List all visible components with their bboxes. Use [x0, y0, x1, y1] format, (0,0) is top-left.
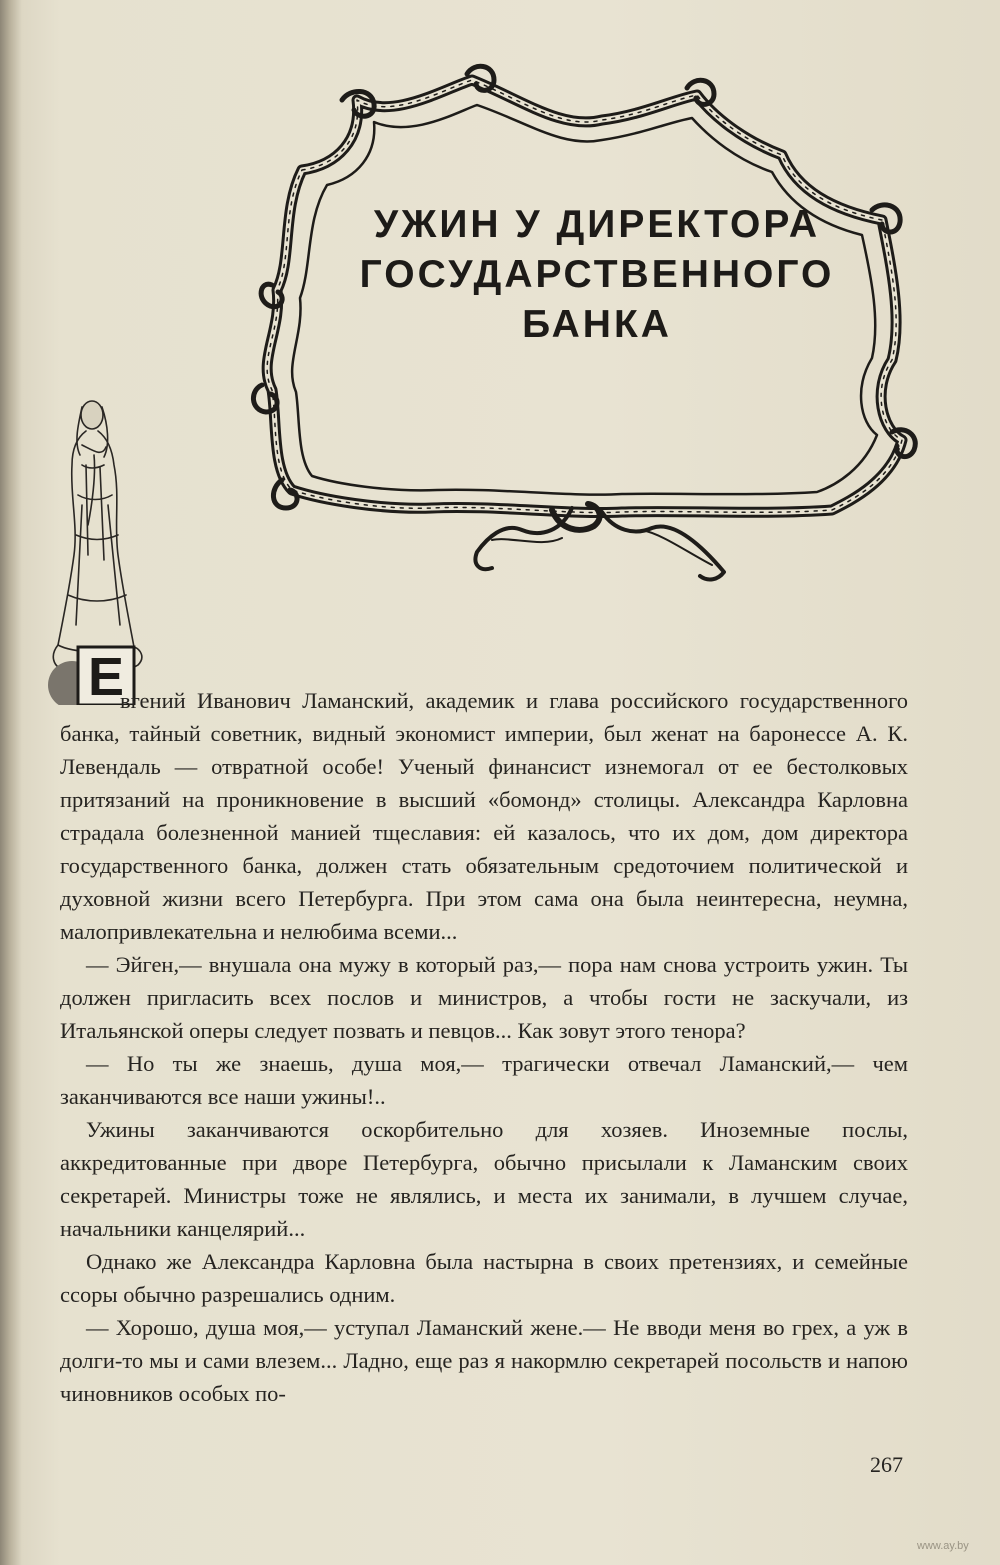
chapter-title-line: БАНКА	[522, 303, 672, 346]
page-number: 267	[870, 1452, 903, 1477]
paragraph: — Хорошо, душа моя,— уступал Ламанский жене.— Не вводи меня во грех, а уж в долги-то мы и сами влезем... Ладно, еще раз я накормлю секретарей посольств и напою чиновников особых по-	[60, 1315, 908, 1406]
book-page	[12, 0, 1000, 1565]
chapter-body	[60, 684, 908, 1410]
paragraph: Ужины заканчиваются оскорбительно для хозяев. Иноземные послы, аккредитованные при дворе Петербурга, обычно присылали к Ламанским своих секретарей. Министры тоже не являлись, и места их занимали, в лучшем случае, начальники канцелярий...	[60, 1117, 908, 1241]
paragraph: Однако же Александра Карловна была настырна в своих претензиях, и семейные ссоры обычно разрешались одним.	[60, 1249, 908, 1307]
chapter-title-cartouche	[242, 60, 942, 620]
chapter-title	[337, 200, 857, 350]
woman-figure-icon	[42, 385, 152, 705]
chapter-title-line: ГОСУДАРСТВЕННОГО	[359, 253, 835, 296]
paragraph	[60, 684, 908, 948]
watermark: www.ay.by	[917, 1540, 969, 1552]
woman-figure-illustration	[42, 385, 152, 705]
paragraph: — Эйген,— внушала она мужу в который раз,— пора нам снова устроить ужин. Ты должен пригласить всех послов и министров, а чтобы гости не заскучали, из Итальянской оперы следует позвать и певцов... Как зовут этого тенора?	[60, 952, 908, 1043]
chapter-title-line: УЖИН У ДИРЕКТОРА	[373, 203, 821, 246]
paragraph-text: вгений Иванович Ламанский, академик и глава российского государственного банка, тайный советник, видный экономист империи, был женат на баронессе А. К. Левендаль — отвратной особе! Ученый финансист изнемогал от ее бестолковых притязаний на проникновение в высший «бомонд» столицы. Александра Карловна страдала болезненной манией тщеславия: ей казалось, что их дом, дом директора государственного банка, должен стать обязательным средоточием политической и духовной жизни всего Петербурга. При этом сама она была неинтересна, неумна, малопривлекательна и нелюбима всеми...	[60, 688, 908, 944]
paragraph: — Но ты же знаешь, душа моя,— трагически отвечал Ламанский,— чем заканчиваются все наши ужины!..	[60, 1051, 908, 1109]
drop-cap-letter: Е	[87, 647, 125, 705]
